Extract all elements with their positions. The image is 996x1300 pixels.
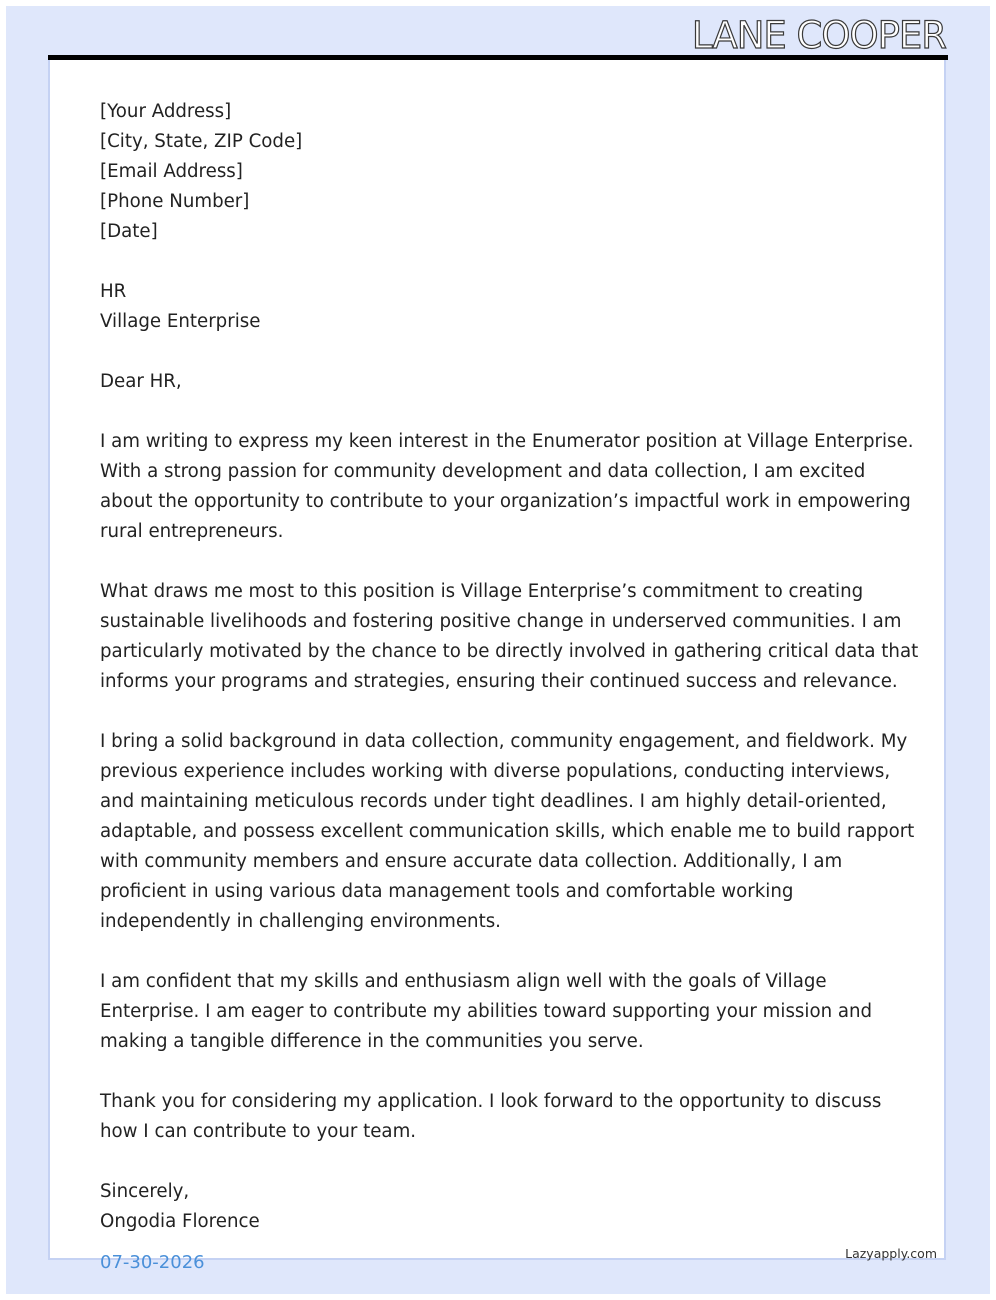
paragraph-line: independently in challenging environments. xyxy=(100,911,501,932)
footer-date: 07-30-2026 xyxy=(100,1252,205,1273)
paragraph-thanks xyxy=(100,1087,900,1147)
sender-date: [Date] xyxy=(100,221,158,242)
paragraph-line: Enterprise. I am eager to contribute my abilities toward supporting your mission and xyxy=(100,1001,873,1022)
paragraph-line: I am confident that my skills and enthusiasm align well with the goals of Village xyxy=(100,971,827,992)
paragraph-experience xyxy=(100,727,915,937)
signature-name: Ongodia Florence xyxy=(100,1211,260,1232)
paragraph-line: I bring a solid background in data collection, community engagement, and fieldwork. My xyxy=(100,731,908,752)
paragraph-line: I am writing to express my keen interest in the Enumerator position at Village Enterprise. xyxy=(100,431,914,452)
paragraph-line: sustainable livelihoods and fostering positive change in underserved communities. I am xyxy=(100,611,902,632)
sender-address: [Your Address] xyxy=(100,101,232,122)
paragraph-line: Thank you for considering my application. I look forward to the opportunity to discuss xyxy=(100,1091,882,1112)
recipient-title: HR xyxy=(100,281,127,302)
paragraph-line: with community members and ensure accurate data collection. Additionally, I am xyxy=(100,851,843,872)
paragraph-line: adaptable, and possess excellent communication skills, which enable me to build rapport xyxy=(100,821,915,842)
letter-body xyxy=(100,97,919,1237)
paragraph-line: particularly motivated by the chance to be directly involved in gathering critical data that xyxy=(100,641,919,662)
closing-block xyxy=(100,1177,900,1237)
sender-block xyxy=(100,97,900,247)
sender-email: [Email Address] xyxy=(100,161,243,182)
paragraph-motivation xyxy=(100,577,919,697)
paragraph-line: With a strong passion for community development and data collection, I am excited xyxy=(100,461,866,482)
watermark-text: Lazyapply.com xyxy=(845,1246,937,1261)
salutation: Dear HR, xyxy=(100,371,182,392)
paragraph-line: making a tangible difference in the communities you serve. xyxy=(100,1031,644,1052)
recipient-company: Village Enterprise xyxy=(100,311,261,332)
recipient-block xyxy=(100,277,900,337)
paragraph-line: about the opportunity to contribute to your organization’s impactful work in empowering xyxy=(100,491,911,512)
paragraph-line: and maintaining meticulous records under tight deadlines. I am highly detail-oriented, xyxy=(100,791,887,812)
paragraph-intro xyxy=(100,427,914,547)
paragraph-line: proficient in using various data management tools and comfortable working xyxy=(100,881,794,902)
paragraph-line: What draws me most to this position is Village Enterprise’s commitment to creating xyxy=(100,581,864,602)
sender-phone: [Phone Number] xyxy=(100,191,250,212)
sender-city-state-zip: [City, State, ZIP Code] xyxy=(100,131,303,152)
paragraph-line: previous experience includes working with diverse populations, conducting interviews, xyxy=(100,761,891,782)
paragraph-line: rural entrepreneurs. xyxy=(100,521,284,542)
valediction: Sincerely, xyxy=(100,1181,190,1202)
paragraph-line: how I can contribute to your team. xyxy=(100,1121,417,1142)
paragraph-confidence xyxy=(100,967,900,1057)
applicant-name-heading: LANE COOPER xyxy=(691,14,946,57)
paragraph-line: informs your programs and strategies, ensuring their continued success and relevance. xyxy=(100,671,898,692)
